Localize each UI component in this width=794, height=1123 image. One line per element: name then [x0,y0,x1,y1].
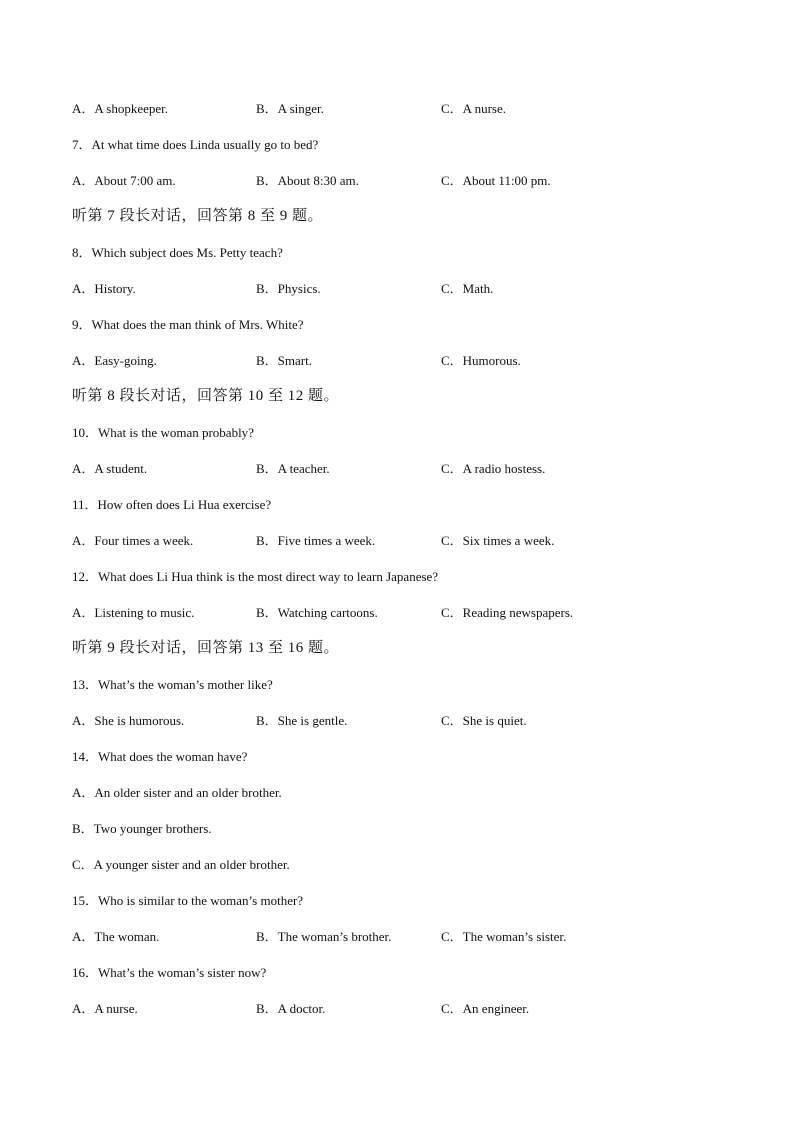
q15-option-b: B．The woman’s brother. [256,929,392,944]
q14-option-c: C．A younger sister and an older brother. [72,857,290,872]
q6-option-a: A．A shopkeeper. [72,101,169,116]
q11-option-c: C．Six times a week. [441,533,555,548]
q10-option-b: B．A teacher. [256,461,330,476]
q7-question: 7．At what time does Linda usually go to bed? [72,137,319,152]
q12-option-c: C．Reading newspapers. [441,605,574,620]
q13-option-b: B．She is gentle. [256,713,348,728]
q16-option-b: B．A doctor. [256,1001,326,1016]
q13-question: 13．What’s the woman’s mother like? [72,677,273,692]
q12-question: 12．What does Li Hua think is the most direct way to learn Japanese? [72,569,439,584]
q7-option-c: C．About 11:00 pm. [441,173,551,188]
q7-option-b: B．About 8:30 am. [256,173,359,188]
q11-question: 11．How often does Li Hua exercise? [72,497,272,512]
q10-question: 10．What is the woman probably? [72,425,254,440]
q8-option-c: C．Math. [441,281,494,296]
q11-option-a: A．Four times a week. [72,533,194,548]
q15-option-c: C．The woman’s sister. [441,929,567,944]
q9-option-b: B．Smart. [256,353,312,368]
q16-question: 16．What’s the woman’s sister now? [72,965,267,980]
q8-option-a: A．History. [72,281,136,296]
q12-option-a: A．Listening to music. [72,605,195,620]
q6-option-b: B．A singer. [256,101,324,116]
q8-option-b: B．Physics. [256,281,321,296]
q9-option-a: A．Easy-going. [72,353,157,368]
q6-option-c: C．A nurse. [441,101,507,116]
q14-question: 14．What does the woman have? [72,749,248,764]
q9-question: 9．What does the man think of Mrs. White? [72,317,304,332]
q7-option-a: A．About 7:00 am. [72,173,176,188]
q10-option-a: A．A student. [72,461,148,476]
q11-option-b: B．Five times a week. [256,533,376,548]
section-7-heading: 听第 7 段长对话，回答第 8 至 9 题。 [72,208,324,224]
q14-option-b: B．Two younger brothers. [72,821,212,836]
q16-option-c: C．An engineer. [441,1001,530,1016]
q13-option-a: A．She is humorous. [72,713,185,728]
q14-option-a: A．An older sister and an older brother. [72,785,282,800]
q16-option-a: A．A nurse. [72,1001,138,1016]
q8-question: 8．Which subject does Ms. Petty teach? [72,245,283,260]
q9-option-c: C．Humorous. [441,353,521,368]
q10-option-c: C．A radio hostess. [441,461,546,476]
q15-question: 15．Who is similar to the woman’s mother? [72,893,304,908]
section-8-heading: 听第 8 段长对话，回答第 10 至 12 题。 [72,388,340,404]
section-9-heading: 听第 9 段长对话，回答第 13 至 16 题。 [72,640,340,656]
q13-option-c: C．She is quiet. [441,713,527,728]
q15-option-a: A．The woman. [72,929,160,944]
q12-option-b: B．Watching cartoons. [256,605,378,620]
